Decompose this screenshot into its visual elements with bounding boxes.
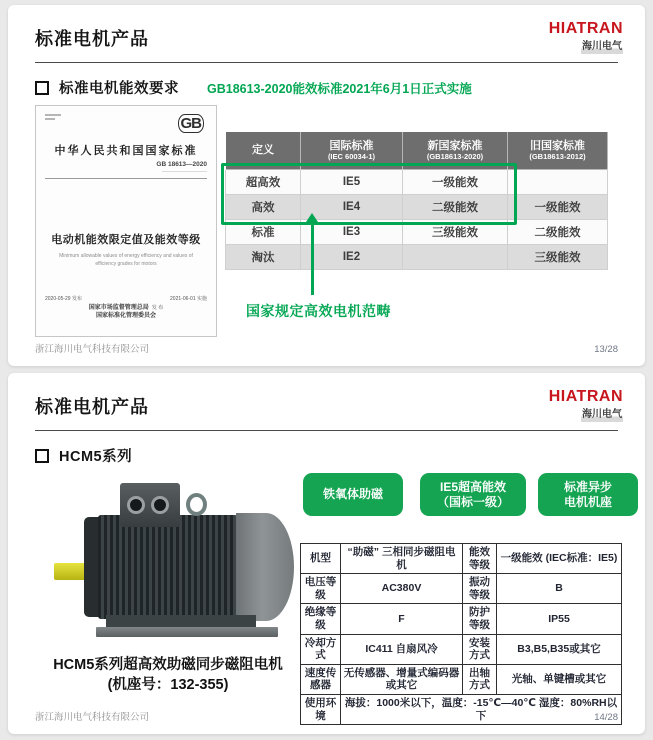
spec-row (301, 544, 622, 574)
doc-ics-bar (45, 114, 61, 116)
section-label: HCM5系列 (59, 449, 133, 465)
spec-label: 电压等级 (301, 574, 341, 604)
square-bullet-icon (35, 81, 49, 95)
badge-line: IE5超高能效 (439, 479, 506, 494)
motor-finned-body (98, 515, 238, 619)
spec-value: 无传感器、增量式编码器或其它 (341, 664, 463, 694)
cell: 三级能效 (508, 245, 608, 270)
section-heading (35, 445, 132, 466)
logo-sub-text: 海川电气 (582, 409, 622, 420)
badge-line: （国标一级） (436, 494, 509, 509)
table-row (226, 220, 608, 245)
spec-label: 使用环境 (301, 694, 341, 724)
section-label: 标准电机能效要求 (59, 81, 179, 97)
motor-junction-box (120, 483, 180, 527)
col-header-new-gb: 新国家标准 (GB18613-2020) (403, 132, 508, 170)
standard-notice: GB18613-2020能效标准2021年6月1日正式实施 (207, 81, 472, 96)
spec-value: IC411 自扇风冷 (341, 634, 463, 664)
page-title: 标准电机产品 (35, 29, 149, 49)
motor-lifting-eye (186, 493, 207, 516)
cell (508, 170, 608, 195)
spec-label: 防护等级 (463, 604, 497, 634)
doc-impl-date: 2021-06-01 实施 (170, 296, 207, 302)
doc-publish: 发 布 (151, 304, 164, 311)
arrow-up-icon (311, 221, 314, 295)
logo-sub-text: 海川电气 (582, 41, 622, 52)
doc-dates (45, 295, 207, 302)
spec-row (301, 634, 622, 664)
spec-value: F (341, 604, 463, 634)
badge-line: 电机机座 (563, 494, 612, 509)
slide-13 (8, 5, 645, 366)
doc-divider (45, 178, 207, 179)
cell: IE2 (301, 245, 403, 270)
doc-subtitle: Minimum allowable values of energy efficiency and values of efficiency grades for motors (59, 253, 193, 267)
logo-brand-text: HIATRAN (548, 388, 623, 405)
table-row (226, 195, 608, 220)
energy-standards-table (225, 131, 608, 270)
spec-value: IP55 (497, 604, 622, 634)
header-divider (35, 62, 618, 63)
doc-issuer-1: 国家市场监督管理总局 (88, 304, 149, 311)
cell: IE5 (301, 170, 403, 195)
footer-company: 浙江海川电气科技有限公司 (35, 712, 150, 723)
spec-label: 出轴方式 (463, 664, 497, 694)
page-title: 标准电机产品 (35, 397, 149, 417)
cell: 标准 (226, 220, 301, 245)
spec-value: 光轴、单键槽或其它 (497, 664, 622, 694)
spec-value: B3,B5,B35或其它 (497, 634, 622, 664)
logo-brand-text: HIATRAN (548, 20, 623, 37)
page-number: 14/28 (594, 712, 618, 723)
spec-label: 速度传感器 (301, 664, 341, 694)
cell: IE3 (301, 220, 403, 245)
caption-line-1: HCM5系列超高效助磁同步磁阻电机 (53, 657, 283, 673)
table-row (226, 170, 608, 195)
footer-company: 浙江海川电气科技有限公司 (35, 344, 150, 355)
cell: 高效 (226, 195, 301, 220)
motor-caption (23, 656, 313, 695)
doc-title: 电动机能效限定值及能效等级 (51, 234, 201, 246)
doc-issuer-2: 国家标准化管理委员会 (95, 312, 156, 319)
spec-value: “助磁” 三相同步磁阻电机 (341, 544, 463, 574)
green-annotation: 国家规定高效电机范畴 (246, 303, 391, 319)
header-divider (35, 430, 618, 431)
doc-code: GB 18613—2020 (156, 161, 207, 168)
cell: 淘汰 (226, 245, 301, 270)
spec-value: B (497, 574, 622, 604)
col-header-old-gb: 旧国家标准 (GB18613-2012) (508, 132, 608, 170)
square-bullet-icon (35, 449, 49, 463)
slide-14 (8, 373, 645, 734)
spec-value: 一级能效 (IEC标准：IE5) (497, 544, 622, 574)
page-number: 13/28 (594, 344, 618, 355)
spec-label: 安装方式 (463, 634, 497, 664)
spec-row (301, 604, 622, 634)
doc-ics-bar2 (45, 118, 55, 120)
spec-label: 振动等级 (463, 574, 497, 604)
spec-label: 绝缘等级 (301, 604, 341, 634)
badge-line: 铁氧体助磁 (322, 487, 383, 501)
spec-label: 机型 (301, 544, 341, 574)
feature-badge-frame (538, 473, 638, 516)
doc-issue-date: 2020-05-29 发布 (45, 296, 82, 302)
cell: IE4 (301, 195, 403, 220)
spec-label: 冷却方式 (301, 634, 341, 664)
gb-standard-cover (35, 105, 217, 337)
spec-value: AC380V (341, 574, 463, 604)
hiatran-logo (549, 21, 623, 54)
spec-row (301, 574, 622, 604)
spec-table (300, 543, 622, 725)
motor-end-cap (236, 513, 294, 621)
spec-row (301, 664, 622, 694)
cell (403, 245, 508, 270)
gb-logo: GB (178, 114, 205, 133)
doc-heading: 中华人民共和国国家标准 (54, 145, 198, 157)
table-row (226, 245, 608, 270)
cell: 二级能效 (403, 195, 508, 220)
col-header-definition: 定义 (226, 132, 301, 170)
table-header-row (226, 132, 608, 170)
feature-badge-ie5 (420, 473, 526, 516)
doc-issuers (36, 304, 216, 320)
motor-illustration (40, 481, 302, 649)
caption-line-2: (机座号：132-355) (107, 676, 229, 693)
cell: 一级能效 (508, 195, 608, 220)
motor-base (96, 627, 278, 637)
cell: 三级能效 (403, 220, 508, 245)
feature-badge-ferrite (303, 473, 403, 516)
spec-row-environment (301, 694, 622, 724)
doc-code-sub-bar: ―――――――――― (162, 169, 207, 174)
spec-label: 能效等级 (463, 544, 497, 574)
col-header-iec: 国际标准 (IEC 60034-1) (301, 132, 403, 170)
badge-line: 标准异步 (563, 479, 612, 494)
cell: 二级能效 (508, 220, 608, 245)
section-heading (35, 77, 472, 98)
cell: 一级能效 (403, 170, 508, 195)
cell: 超高效 (226, 170, 301, 195)
spec-value: 海拔：1000米以下，温度：-15℃—40℃ 湿度：80%RH以下 (341, 694, 622, 724)
hiatran-logo (549, 389, 623, 422)
